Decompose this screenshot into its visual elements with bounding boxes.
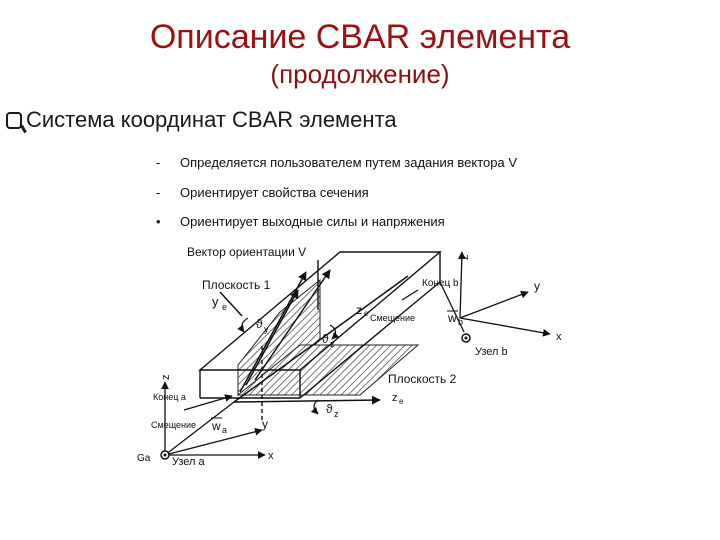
ze-label: z — [356, 303, 362, 317]
note-text: Определяется пользователем путем задания вектора V — [180, 155, 517, 170]
wa-label: w — [212, 419, 221, 433]
end-b-label: Конец b — [422, 278, 459, 289]
theta-y-subscript: y — [264, 324, 269, 334]
ga-label: Ga — [137, 453, 151, 464]
theta-z-label: ϑ — [322, 332, 329, 346]
axis-z-b-label: z — [459, 254, 471, 260]
node-b-dot — [465, 337, 468, 340]
wa-subscript: a — [222, 425, 228, 435]
theta-z-subscript: z — [330, 339, 335, 349]
theta-z2-subscript: z — [334, 409, 339, 419]
axis-x-b-label: x — [556, 331, 562, 343]
offset-b-label: Смещение — [370, 313, 416, 323]
node-a-dot — [164, 454, 167, 457]
note-text: Ориентирует выходные силы и напряжения — [180, 214, 445, 229]
axis-x-a-label: x — [268, 450, 274, 462]
end-a-label: Конец a — [153, 392, 186, 402]
axis-z-a-label: z — [160, 374, 172, 380]
axis-y-b-label: y — [534, 279, 540, 293]
axis-y-a-label: y — [262, 417, 268, 431]
note-marker: - — [156, 185, 161, 200]
wb-label: w — [448, 311, 457, 325]
ze-subscript: e — [364, 309, 369, 318]
ze-axis-label: z — [392, 392, 398, 404]
node-a-label: Узел a — [172, 456, 205, 468]
theta-y-label: ϑ — [256, 317, 263, 331]
plane-1-label: Плоскость 1 — [202, 278, 271, 292]
node-b-axes — [402, 252, 550, 334]
section-heading-text: Система координат CBAR элемента — [26, 107, 397, 132]
note-marker: • — [156, 214, 161, 229]
ze-axis-subscript: e — [399, 397, 404, 406]
note-marker: - — [156, 155, 161, 170]
vector-v-label: Вектор ориентации V — [187, 245, 307, 259]
ye-subscript: e — [222, 302, 228, 312]
theta-z2-label: ϑ — [326, 402, 333, 416]
slide-subtitle: (продолжение) — [270, 59, 450, 89]
plane-2-label: Плоскость 2 — [388, 372, 457, 386]
node-b-label: Узел b — [475, 346, 508, 358]
slide-title: Описание CBAR элемента — [149, 18, 571, 56]
wb-subscript: b — [458, 317, 464, 327]
note-text: Ориентирует свойства сечения — [180, 185, 369, 200]
ye-label: y — [212, 294, 219, 309]
offset-a-label: Смещение — [151, 420, 197, 430]
